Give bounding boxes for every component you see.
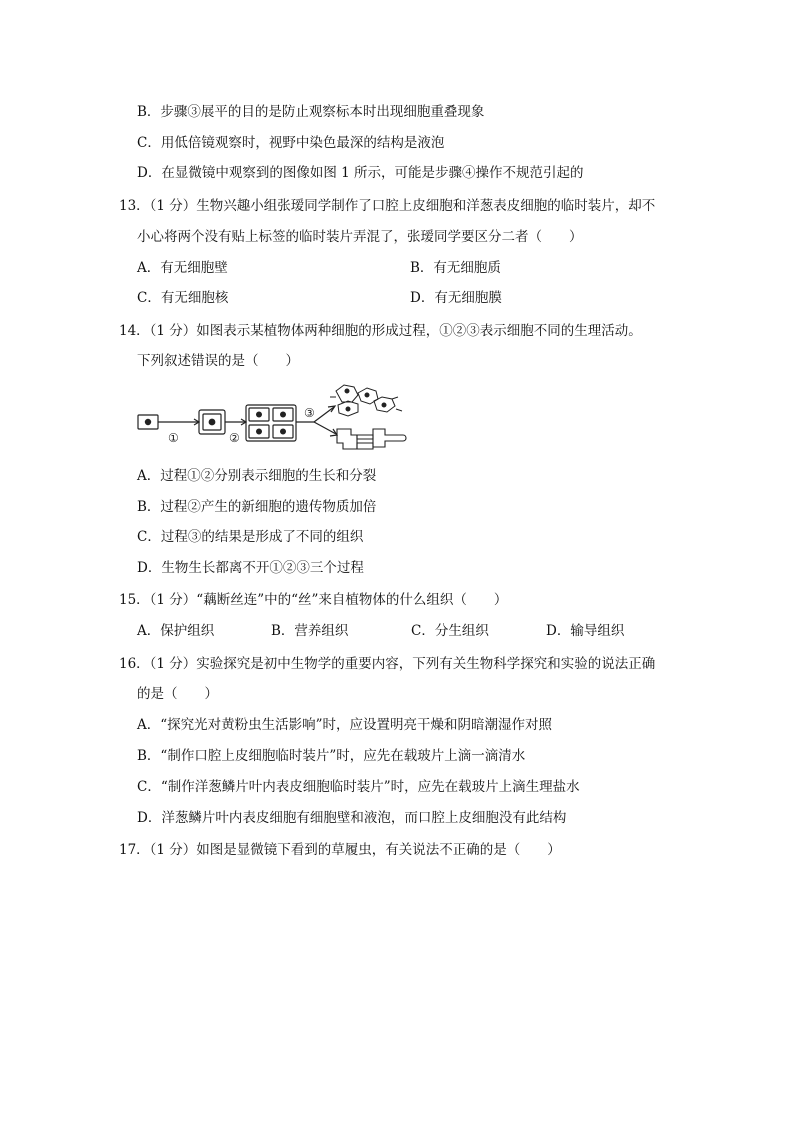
q14-option-d: D．生物生长都离不开①②③三个过程 <box>137 560 364 576</box>
q13-stem-line1: 13．（1 分）生物兴趣小组张瑷同学制作了口腔上皮细胞和洋葱表皮细胞的临时装片，却不 <box>119 198 656 214</box>
q14-option-c: C．过程③的结果是形成了不同的组织 <box>137 529 364 545</box>
q14-stem-line1: 14．（1 分）如图表示某植物体两种细胞的形成过程，①②③表示细胞不同的生理活动。 <box>119 323 642 339</box>
q12-option-d: D．在显微镜中观察到的图像如图 1 所示，可能是步骤④操作不规范引起的 <box>137 165 584 181</box>
q13-option-d: D．有无细胞膜 <box>410 290 502 306</box>
cell-formation-diagram <box>134 379 416 451</box>
initial-cell-nucleus <box>145 419 150 424</box>
divided-cells-group <box>246 405 296 441</box>
q12-option-c: C．用低倍镜观察时，视野中染色最深的结构是液泡 <box>137 135 445 151</box>
q16-option-a: A．“探究光对黄粉虫生活影响”时，应设置明亮干燥和阴暗潮湿作对照 <box>137 717 553 733</box>
q13-option-b: B．有无细胞质 <box>410 260 501 276</box>
label-step-3: ③ <box>304 406 315 420</box>
q16-option-b: B．“制作口腔上皮细胞临时装片”时，应先在载玻片上滴一滴清水 <box>137 748 526 764</box>
differentiated-cells-lower <box>337 429 406 449</box>
differentiated-cells-upper <box>330 385 402 416</box>
q13-option-c: C．有无细胞核 <box>137 290 229 306</box>
q16-option-c: C．“制作洋葱鳞片叶内表皮细胞临时装片”时，应先在载玻片上滴生理盐水 <box>137 779 580 795</box>
label-step-2: ② <box>229 431 240 445</box>
q14-option-a: A．过程①②分别表示细胞的生长和分裂 <box>137 468 377 484</box>
q15-option-d: D．输导组织 <box>546 623 625 639</box>
q16-option-d: D．洋葱鳞片叶内表皮细胞有细胞壁和液泡，而口腔上皮细胞没有此结构 <box>137 810 567 826</box>
q16-stem-line1: 16．（1 分）实验探究是初中生物学的重要内容，下列有关生物科学探究和实验的说法正确 <box>119 656 656 672</box>
q14-stem-line2: 下列叙述错误的是（ ） <box>137 353 299 369</box>
q14-option-b: B．过程②产生的新细胞的遗传物质加倍 <box>137 499 377 515</box>
q15-option-c: C．分生组织 <box>411 623 489 639</box>
q15-option-b: B．营养组织 <box>271 623 349 639</box>
grown-cell-nucleus <box>209 419 215 425</box>
q15-option-a: A．保护组织 <box>137 623 215 639</box>
q17-stem: 17．（1 分）如图是显微镜下看到的草履虫，有关说法不正确的是（ ） <box>119 842 561 858</box>
q12-option-b: B．步骤③展平的目的是防止观察标本时出现细胞重叠现象 <box>137 104 485 120</box>
q13-option-a: A．有无细胞壁 <box>137 260 228 276</box>
arrow-process-3-up <box>314 407 334 422</box>
q13-stem-line2: 小心将两个没有贴上标签的临时装片弄混了，张瑷同学要区分二者（ ） <box>137 229 583 245</box>
arrow-process-3-down <box>314 422 336 434</box>
q15-stem: 15．（1 分）“藕断丝连”中的“丝”来自植物体的什么组织（ ） <box>119 592 508 608</box>
q16-stem-line2: 的是（ ） <box>137 686 218 702</box>
label-step-1: ① <box>168 431 179 445</box>
